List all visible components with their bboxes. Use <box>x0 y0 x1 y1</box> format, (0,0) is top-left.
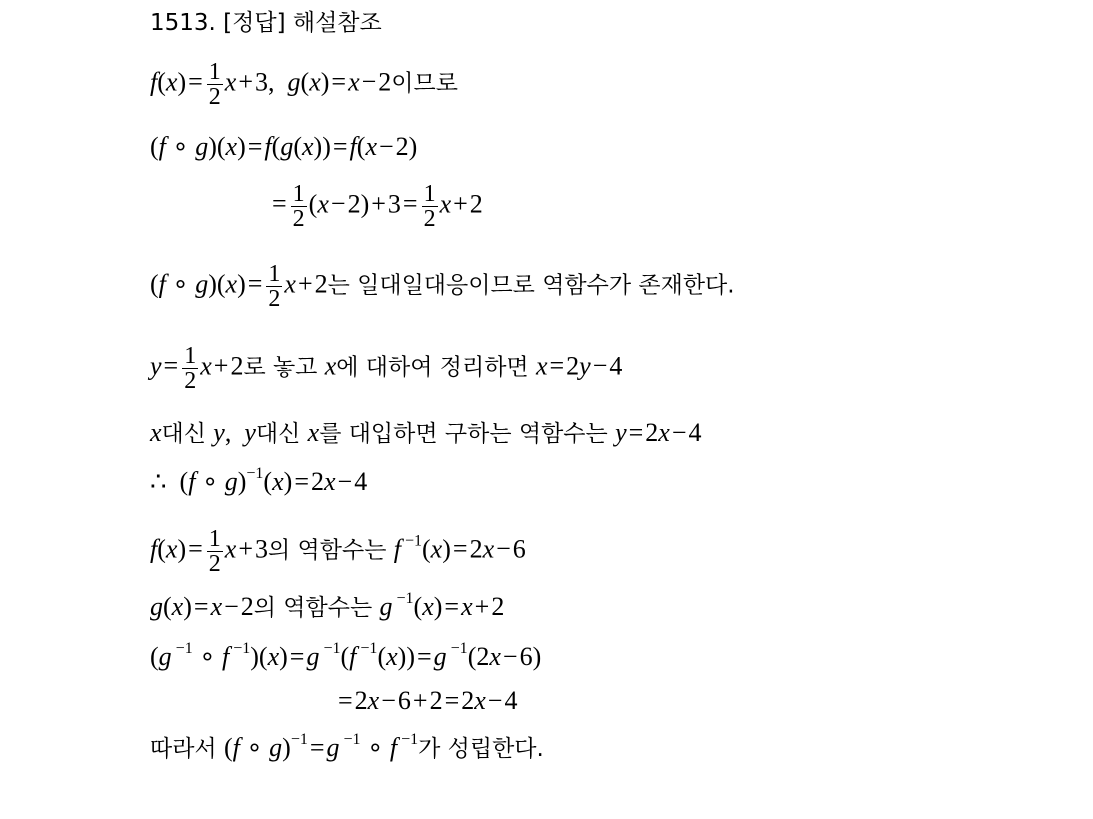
fraction-one-half: $\frac{1}{2}$ <box>208 59 221 110</box>
g-inverse-line: g(x)=x−2의 역함수는 g $^{-1}$(x)=x+2 <box>150 590 505 621</box>
conclusion-text-1: 따라서 <box>150 736 224 762</box>
answer-text: 해설참조 <box>292 10 382 36</box>
bijection-line: (f ∘ g)(x)= $\frac{1}{2}$ x+2는 일대일대응이므로 역함수가 존재한다. <box>150 261 735 312</box>
fraction-one-half: $\frac{1}{2}$ <box>208 526 221 577</box>
therefore-line: ∴ (f ∘ g)$^{-1}$(x)=2x−4 <box>150 465 368 496</box>
conclusion-line: 따라서 (f ∘ g)$^{-1}$=g $^{-1}$ ∘ f $^{-1}$가 성립한다. <box>150 731 544 762</box>
composition-line: (f ∘ g)(x)=f(g(x))=f(x−2) <box>150 132 418 161</box>
inverse-text-2: 의 역함수는 <box>253 595 380 621</box>
swap-text-1: 대신 <box>161 421 214 447</box>
answer-tag: [정답] <box>223 10 286 36</box>
fraction-one-half: $\frac{1}{2}$ <box>423 181 436 232</box>
conclusion-text-2: 가 성립한다. <box>418 736 544 762</box>
swap-text-3: 를 대입하면 구하는 역함수는 <box>319 421 616 447</box>
fraction-one-half: $\frac{1}{2}$ <box>184 343 197 394</box>
connector-text: 이므로 <box>391 70 458 97</box>
definition-line: f(x)= $\frac{1}{2}$ x+3, g(x)=x−2이므로 <box>150 59 458 110</box>
inverse-composition-result-line: =2x−6+2=2x−4 <box>338 686 518 715</box>
swap-text-2: 대신 <box>255 421 308 447</box>
swap-variables-line: x대신 y, y대신 x를 대입하면 구하는 역함수는 y=2x−4 <box>150 418 702 447</box>
fraction-one-half: $\frac{1}{2}$ <box>292 181 305 232</box>
problem-number: 1513. <box>150 10 216 36</box>
composition-result-line: = $\frac{1}{2}$ (x−2)+3= $\frac{1}{2}$ x+2 <box>272 181 483 232</box>
solve-text-2: 에 대하여 정리하면 <box>336 354 536 381</box>
fraction-one-half: $\frac{1}{2}$ <box>268 261 281 312</box>
inverse-composition-line: (g $^{-1}$ ∘ f $^{-1}$)(x)=g $^{-1}$(f $^{-1}$(x))=g $^{-1}$(2x−6) <box>150 640 542 671</box>
inverse-text-1: 의 역함수는 <box>268 537 394 564</box>
f-inverse-line: f(x)= $\frac{1}{2}$ x+3의 역함수는 f $^{-1}$(x)=2x−6 <box>150 526 526 577</box>
bijection-text: 는 일대일대응이므로 역함수가 존재한다. <box>327 272 735 299</box>
solve-for-x-line: y= $\frac{1}{2}$ x+2로 놓고 x에 대하여 정리하면 x=2y−4 <box>150 343 623 394</box>
solve-text-1: 로 놓고 <box>243 354 325 381</box>
solution-header <box>150 8 382 38</box>
